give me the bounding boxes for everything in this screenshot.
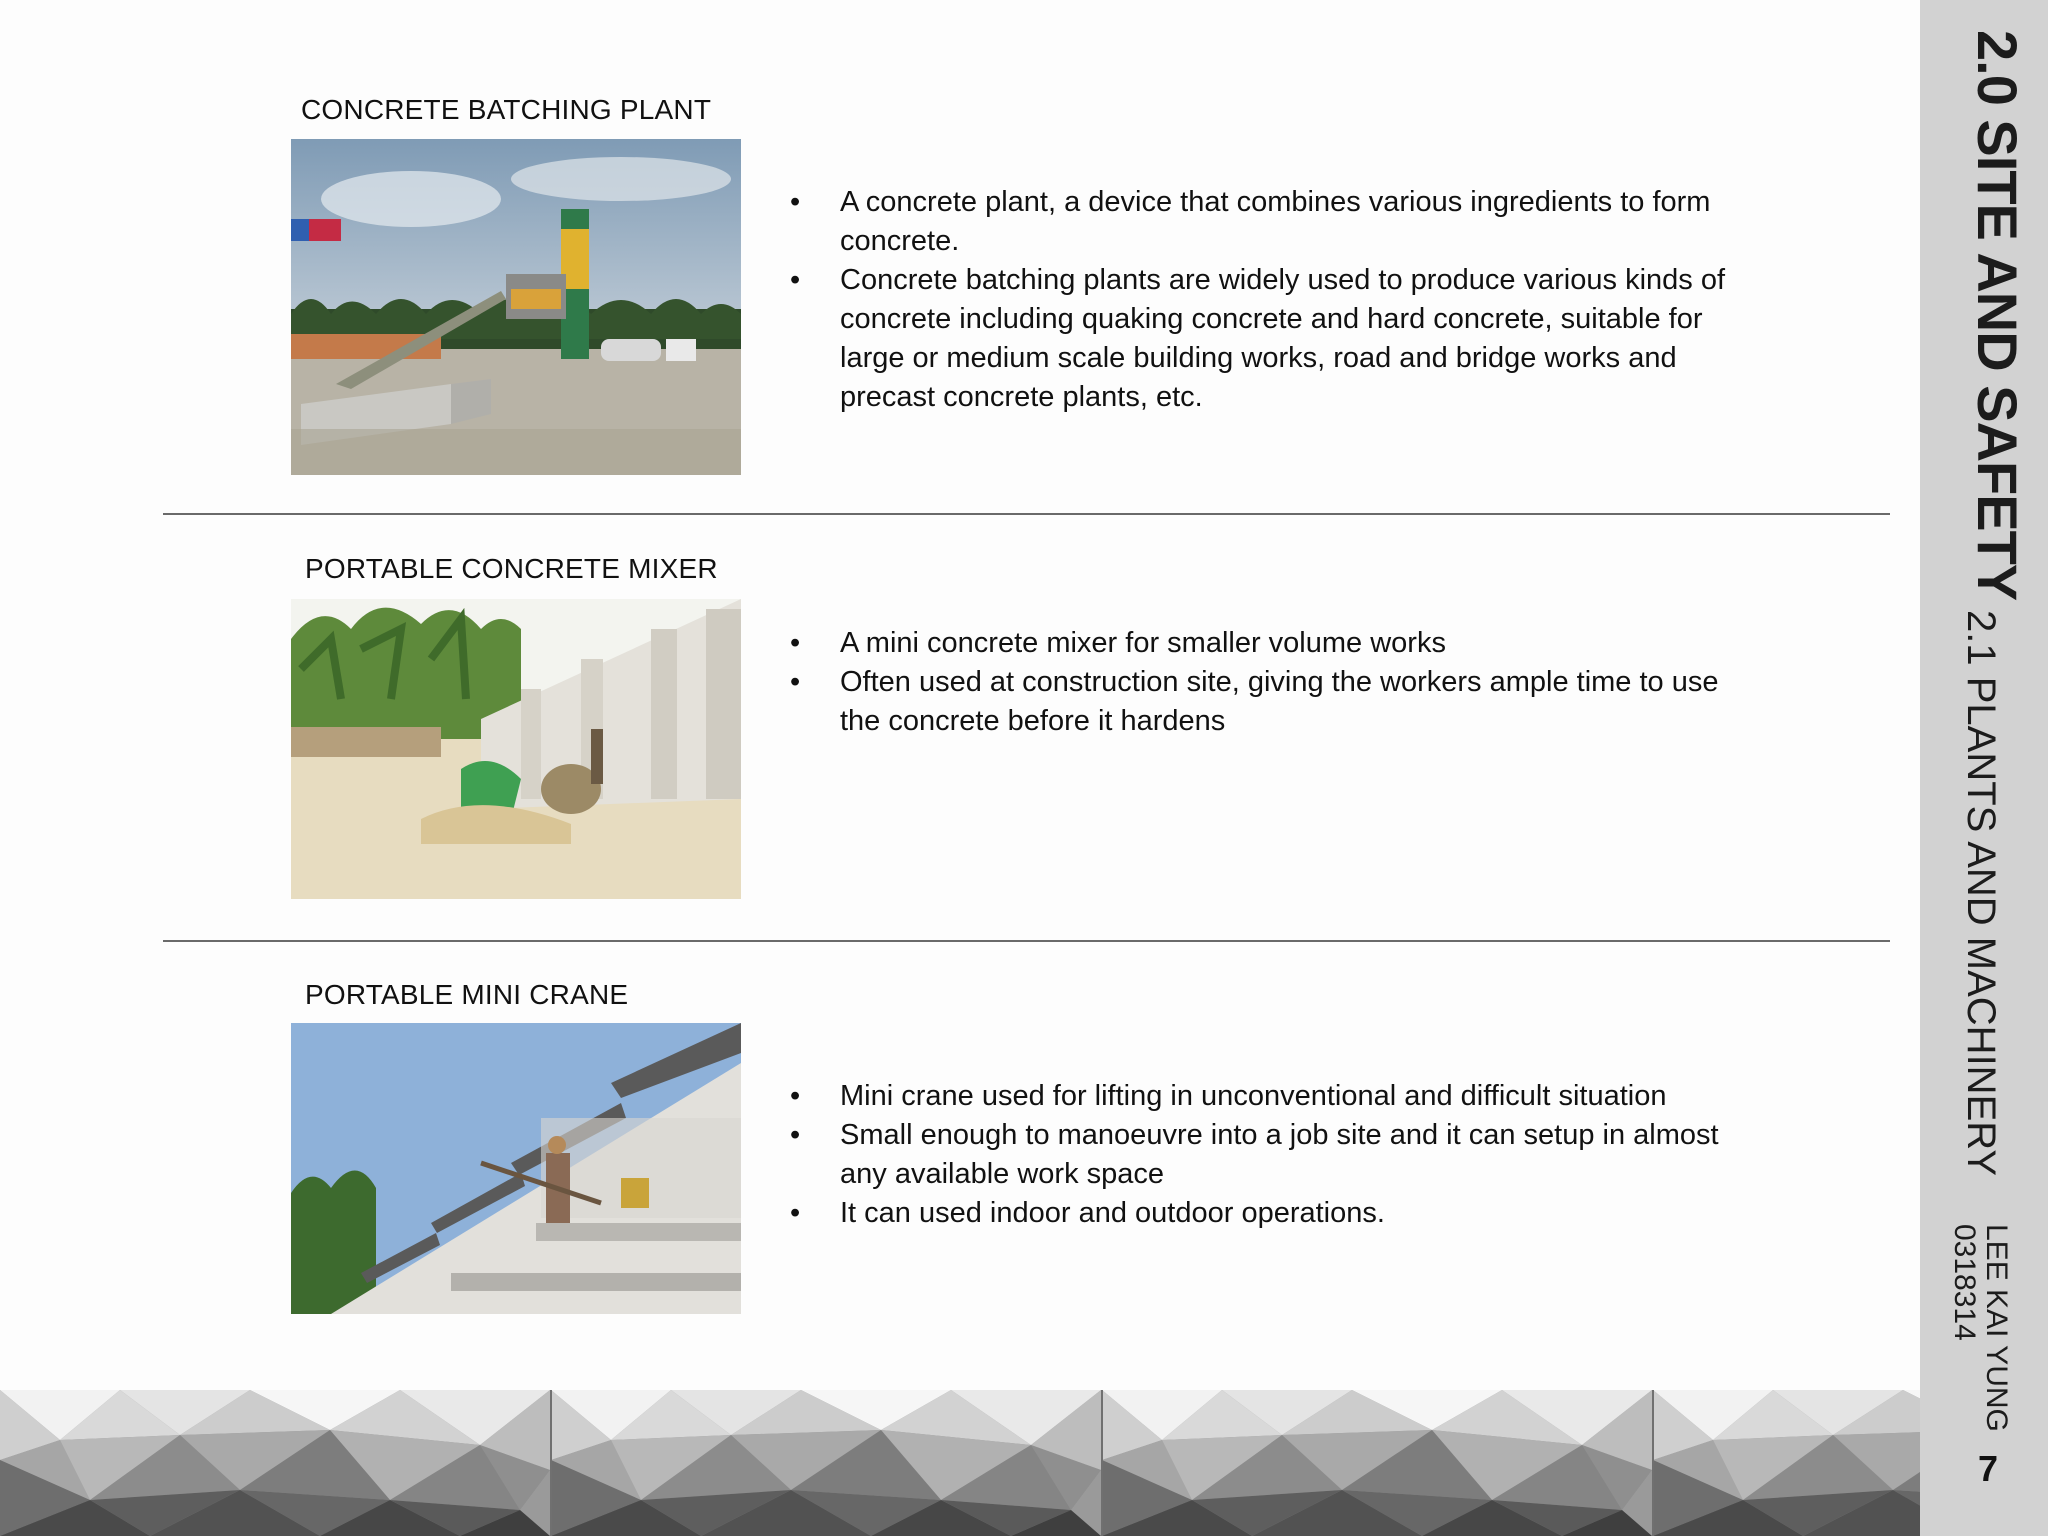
subsection-heading: 2.1 PLANTS AND MACHINERY [1959,610,2003,1177]
portable-concrete-mixer-photo [291,599,741,899]
author-name: LEE KAI YUNG [1980,1224,2013,1432]
bullet-item: • Small enough to manoeuvre into a job site and it can setup in almost any available work space [790,1116,1730,1194]
section-title-portable-mini-crane: PORTABLE MINI CRANE [305,979,629,1010]
bullet-item: • Mini crane used for lifting in unconventional and difficult situation [790,1077,1730,1116]
student-id: 0318314 [1948,1224,1981,1341]
bullet-item: • Concrete batching plants are widely used to produce various kinds of concrete including quaking concrete and hard concrete, suitable for large or medium scale building works, road and bridge works and precast concrete plants, etc. [790,261,1730,417]
author-block [1948,1224,2012,1432]
section-divider [163,513,1890,515]
concrete-batching-plant-photo [291,139,741,475]
portable-mini-crane-photo [291,1023,741,1314]
bullet-item: • A concrete plant, a device that combines various ingredients to form concrete. [790,183,1730,261]
portable-concrete-mixer-bullets [790,624,1730,741]
bullet-item: • It can used indoor and outdoor operations. [790,1194,1730,1233]
decorative-footer-pattern [0,1390,1920,1536]
concrete-batching-plant-bullets [790,183,1730,417]
section-divider [163,940,1890,942]
section-title-portable-concrete-mixer: PORTABLE CONCRETE MIXER [305,553,718,584]
bullet-item: • Often used at construction site, giving the workers ample time to use the concrete before it hardens [790,663,1730,741]
section-heading: 2.0 SITE AND SAFETY [1966,30,2029,601]
page-number: 7 [1978,1448,1999,1489]
portable-mini-crane-bullets [790,1077,1730,1233]
bullet-item: • A mini concrete mixer for smaller volume works [790,624,1730,663]
section-title-concrete-batching-plant: CONCRETE BATCHING PLANT [301,94,712,125]
